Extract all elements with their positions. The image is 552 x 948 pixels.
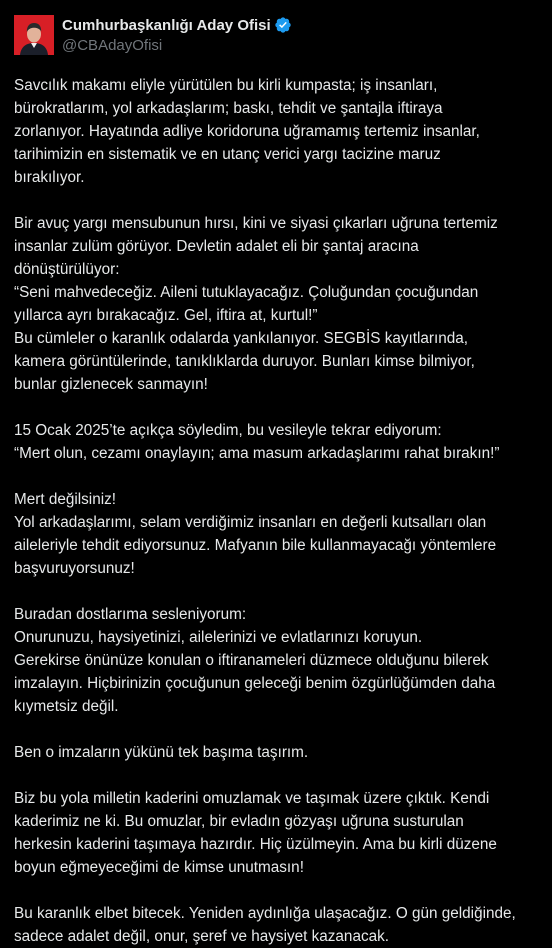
post-text-line: bunlar gizlenecek sanmayın! — [14, 376, 208, 393]
post-paragraph — [14, 74, 538, 189]
post-paragraph — [14, 603, 538, 718]
post-paragraph — [14, 787, 538, 879]
post-text-line: kamera görüntülerinde, tanıklıklarda duruyor. Bunları kimse bilmiyor, — [14, 353, 475, 370]
post-paragraph — [14, 741, 538, 764]
post-text-line: kıymetsiz değil. — [14, 698, 119, 715]
post-text-line: Buradan dostlarıma sesleniyorum: — [14, 606, 247, 623]
post-text-line: başvuruyorsunuz! — [14, 560, 135, 577]
post-text-line: Bu karanlık elbet bitecek. Yeniden aydınlığa ulaşacağız. O gün geldiğinde, — [14, 905, 516, 922]
post-text-line: bürokratlarım, yol arkadaşlarım; baskı, tehdit ve şantajla iftiraya — [14, 100, 443, 117]
avatar[interactable] — [14, 15, 54, 55]
post-text-line: Yol arkadaşlarımı, selam verdiğimiz insanları en değerli kutsalları olan — [14, 514, 487, 531]
post-text-line: herkesin kaderini taşımaya hazırdır. Hiç üzülmeyin. Ama bu kirli düzene — [14, 836, 497, 853]
post-text-line: “Seni mahvedeceğiz. Aileni tutuklayacağız. Çoluğundan çocuğundan — [14, 284, 479, 301]
post-text-line: tarihimizin en sistematik ve en utanç verici yargı tacizine maruz — [14, 146, 441, 163]
post-text-line: Savcılık makamı eliyle yürütülen bu kirli kumpasta; iş insanları, — [14, 77, 438, 94]
post-text-line: bırakılıyor. — [14, 169, 85, 186]
post-text-line: zorlanıyor. Hayatında adliye koridoruna uğramamış tertemiz insanlar, — [14, 123, 480, 140]
post-text-line: Biz bu yola milletin kaderini omuzlamak ve taşımak üzere çıktık. Kendi — [14, 790, 490, 807]
post-text-line: dönüştürülüyor: — [14, 261, 120, 278]
post-header — [14, 12, 538, 58]
post-paragraph — [14, 488, 538, 580]
post-text-line: Onurunuzu, haysiyetinizi, ailelerinizi ve evlatlarınızı koruyun. — [14, 629, 423, 646]
avatar-photo-icon — [14, 15, 54, 55]
post-paragraph — [14, 419, 538, 465]
post-text-line: Bir avuç yargı mensubunun hırsı, kini ve siyasi çıkarları uğruna tertemiz — [14, 215, 498, 232]
post-text-line: insanlar zulüm görüyor. Devletin adalet eli bir şantaj aracına — [14, 238, 419, 255]
post-text-line: Ben o imzaların yükünü tek başıma taşırım. — [14, 744, 309, 761]
author-handle[interactable]: @CBAdayOfisi — [62, 36, 163, 54]
author-name-row — [62, 16, 292, 35]
post-text-line: “Mert olun, cezamı onaylayın; ama masum arkadaşlarımı rahat bırakın!” — [14, 445, 500, 462]
post-text-line: 15 Ocak 2025’te açıkça söyledim, bu vesileyle tekrar ediyorum: — [14, 422, 442, 439]
post-text-line: kaderimiz ne ki. Bu omuzlar, bir evladın gözyaşı uğruna susturulan — [14, 813, 464, 830]
post-text-line: Mert değilsiniz! — [14, 491, 117, 508]
post-text-line: yıllarca ayrı bırakacağız. Gel, iftira at, kurtul!” — [14, 307, 318, 324]
author-display-name[interactable]: Cumhurbaşkanlığı Aday Ofisi — [62, 16, 271, 34]
post-text-line: sadece adalet değil, onur, şeref ve haysiyet kazanacak. — [14, 928, 390, 945]
post-text-line: boyun eğmeyeceğimi de kimse unutmasın! — [14, 859, 304, 876]
post-paragraph — [14, 212, 538, 396]
post-text-line: Gerekirse önünüze konulan o iftiranameleri düzmece olduğunu bilerek — [14, 652, 489, 669]
post-text-line: imzalayın. Hiçbirinizin çocuğunun geleceği benim özgürlüğümden daha — [14, 675, 496, 692]
post-paragraph — [14, 902, 538, 948]
verified-badge-icon — [274, 16, 292, 34]
post-text-line: Bu cümleler o karanlık odalarda yankılanıyor. SEGBİS kayıtlarında, — [14, 330, 469, 347]
post-text-line: aileleriyle tehdit ediyorsunuz. Mafyanın bile kullanmayacağı yöntemlere — [14, 537, 497, 554]
post-text — [14, 74, 538, 948]
author-names — [62, 16, 292, 55]
